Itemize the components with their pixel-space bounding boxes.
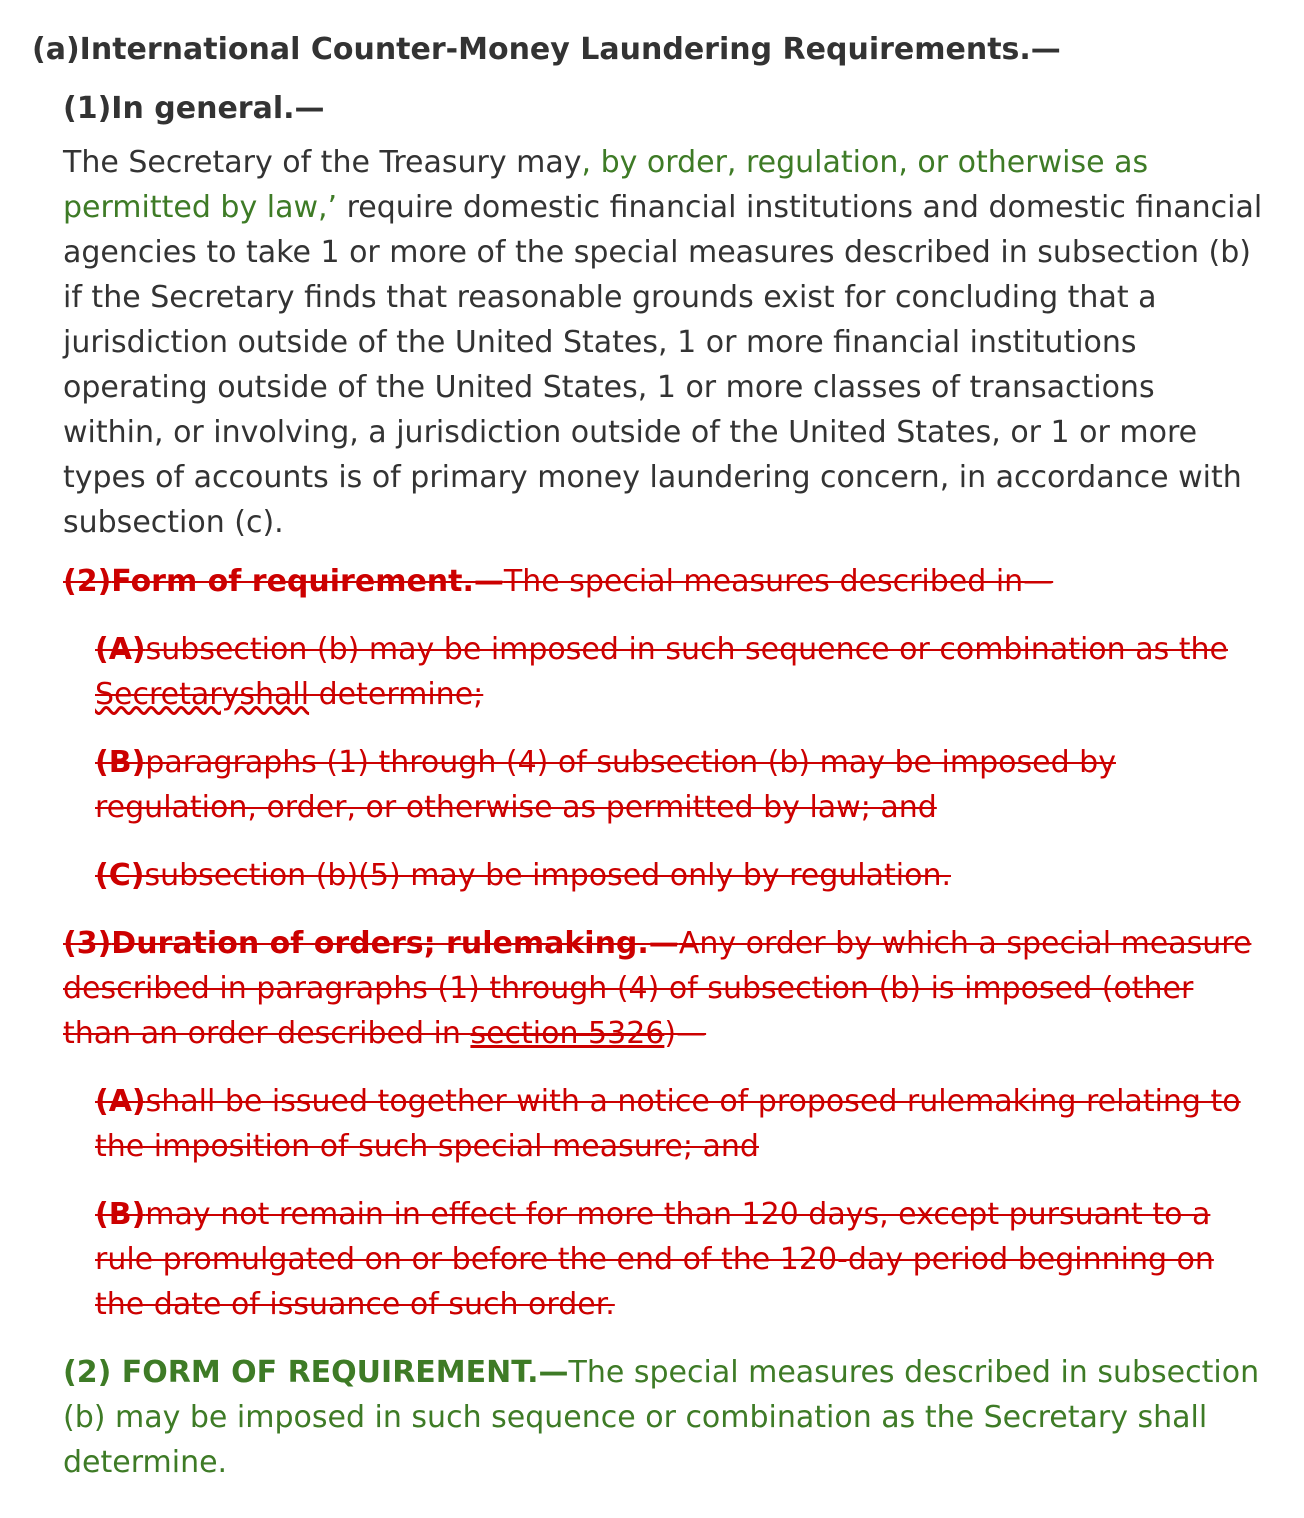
paragraph-1-text-after: require domestic financial institutions and domestic financial agencies to take 1 or more of the special measures described in subsection (b) if the Secretary finds that reasonable grounds exist for concluding that a jurisdiction outside of the United States, 1 or more financial institutions operating outside of the United States, 1 or more classes of transactions within, or involving, a jurisdiction outside of the United States, or 1 or more types of accounts is of primary money laundering concern, in accordance with subsection (c). xyxy=(63,190,1263,540)
deleted-paragraph-2-item-b xyxy=(95,740,1245,830)
item-label: (B) xyxy=(95,745,146,780)
section-5326-link[interactable]: section 5326 xyxy=(470,1016,665,1051)
statute-document xyxy=(32,27,1282,1485)
deleted-paragraph-2-text: The special measures described in— xyxy=(503,564,1054,599)
deleted-paragraph-3-text-after: )— xyxy=(664,1016,707,1051)
item-label: (C) xyxy=(95,858,145,893)
deleted-paragraph-3-item-b xyxy=(95,1192,1245,1327)
deleted-paragraph-3-text-before: Any order by which a special measure described in paragraphs (1) through (4) of subsection (b) is imposed (other than an order described in xyxy=(63,926,1252,1051)
section-a-heading xyxy=(32,27,1282,72)
section-a-label: (a) xyxy=(32,32,80,67)
item-text: paragraphs (1) through (4) of subsection (b) may be imposed by regulation, order, or otherwise as permitted by law; and xyxy=(95,745,1116,825)
item-text: may not remain in effect for more than 120 days, except pursuant to a rule promulgated on or before the end of the 120-day period beginning on the date of issuance of such order. xyxy=(95,1197,1214,1322)
inserted-paragraph-2-label: (2) FORM OF REQUIREMENT.— xyxy=(63,1355,569,1390)
deleted-paragraph-3 xyxy=(63,921,1263,1056)
misspelled-word[interactable]: Secretaryshall xyxy=(95,677,310,712)
paragraph-1-body xyxy=(63,140,1263,545)
inserted-paragraph-2 xyxy=(63,1350,1263,1485)
paragraph-1-text-before: The Secretary of the Treasury may xyxy=(63,145,582,180)
paragraph-1-label: (1) xyxy=(63,91,112,126)
section-a-title: International Counter-Money Laundering Requirements.— xyxy=(79,32,1061,67)
inserted-paragraph-2-text: The special measures described in subsection (b) may be imposed in such sequence or combination as the Secretary shall determine. xyxy=(63,1355,1260,1480)
deleted-paragraph-2-label: (2) xyxy=(63,564,112,599)
item-text-after: determine; xyxy=(309,677,484,712)
item-text: shall be issued together with a notice of proposed rulemaking relating to the imposition of such special measure; and xyxy=(95,1084,1241,1164)
item-label: (A) xyxy=(95,1084,146,1119)
item-text: subsection (b)(5) may be imposed only by regulation. xyxy=(144,858,951,893)
paragraph-1-inserted-text: , by order, regulation, or otherwise as permitted by law,’ xyxy=(63,145,1149,225)
item-text-before: subsection (b) may be imposed in such sequence or combination as the xyxy=(145,632,1228,667)
paragraph-1-heading xyxy=(63,86,1282,131)
deleted-paragraph-3-title: Duration of orders; rulemaking.— xyxy=(111,926,679,961)
deleted-paragraph-2-title: Form of requirement.— xyxy=(111,564,504,599)
item-label: (A) xyxy=(95,632,146,667)
deleted-paragraph-2-item-a xyxy=(95,627,1245,717)
item-label: (B) xyxy=(95,1197,146,1232)
paragraph-1-title: In general.— xyxy=(111,91,325,126)
deleted-paragraph-2 xyxy=(63,559,1263,604)
deleted-paragraph-3-item-a xyxy=(95,1079,1245,1169)
deleted-paragraph-2-item-c xyxy=(95,853,1245,898)
deleted-paragraph-3-label: (3) xyxy=(63,926,112,961)
